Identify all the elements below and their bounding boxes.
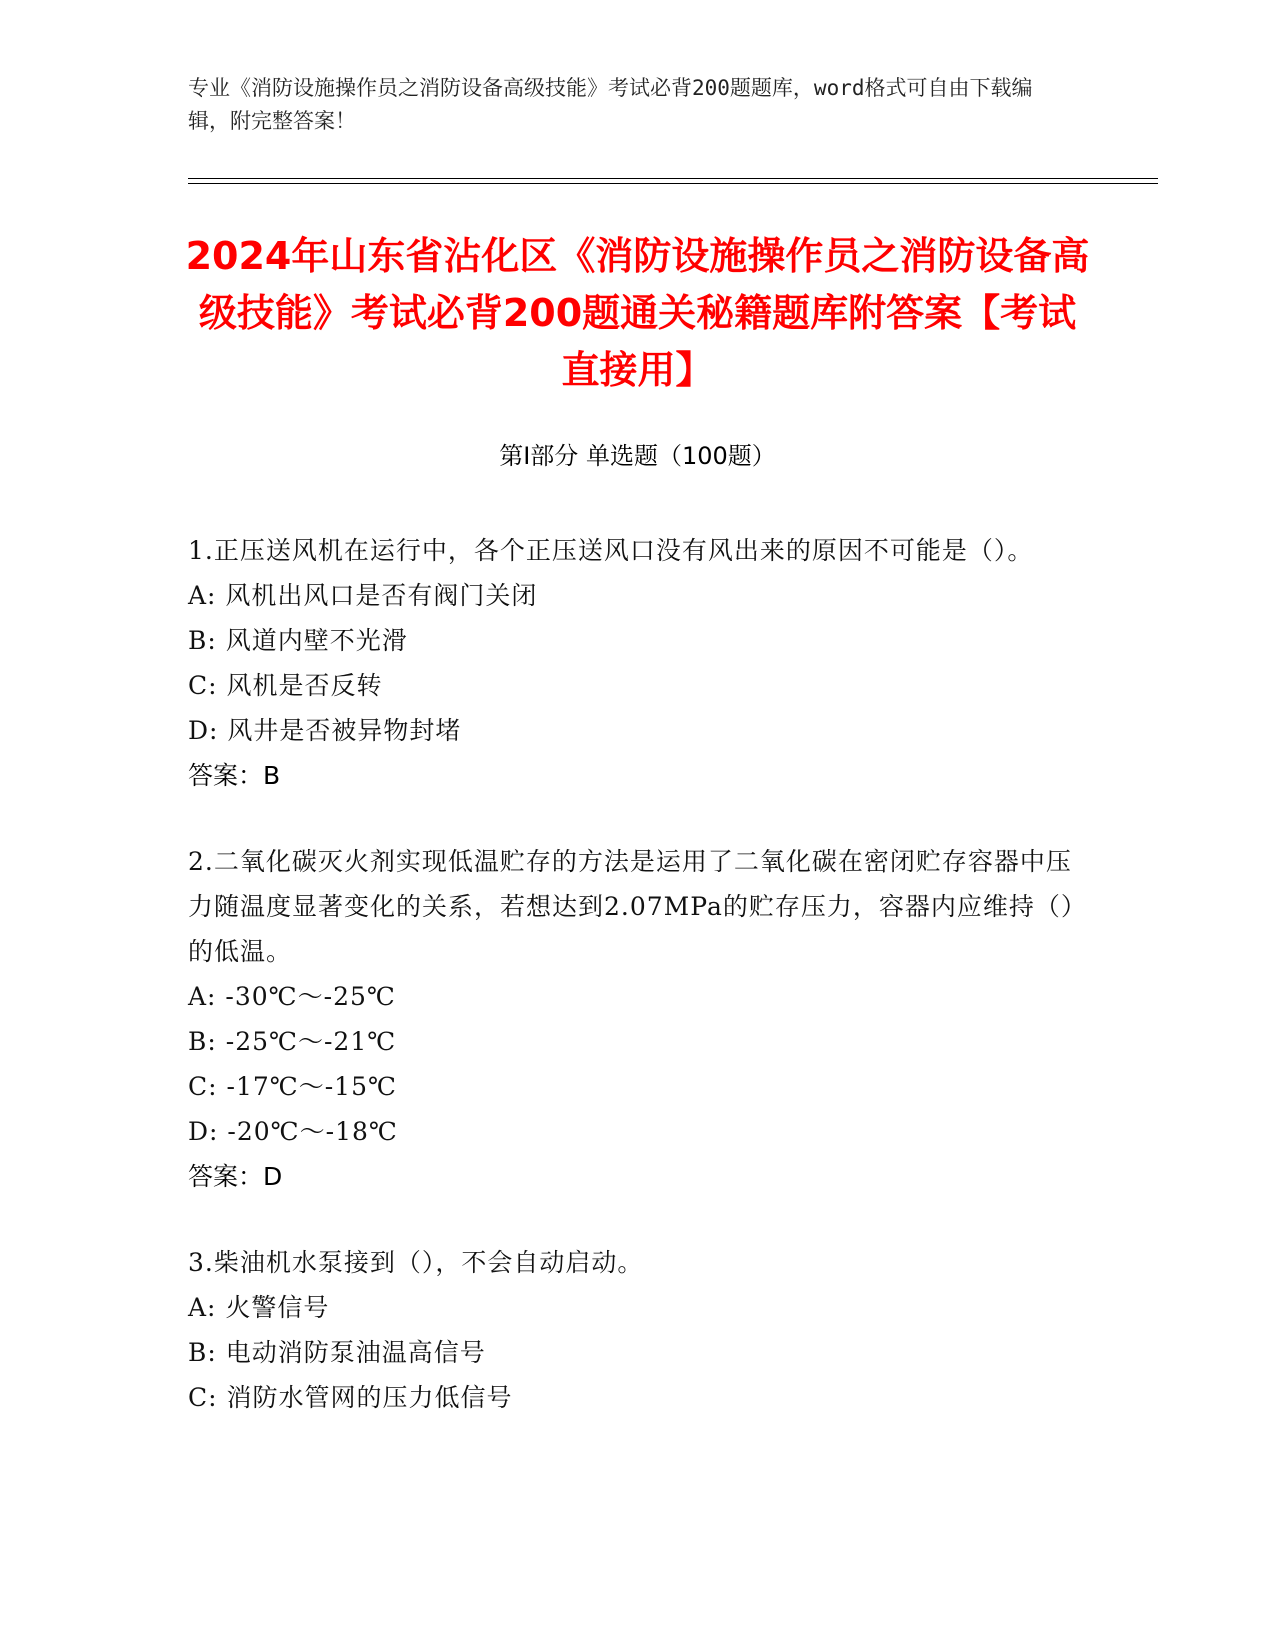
question-list (188, 528, 1078, 1461)
option-d: D: -20℃～-18℃ (188, 1117, 398, 1146)
option-c: C: 风机是否反转 (188, 671, 383, 700)
question-item (188, 528, 1078, 798)
question-text: 1.正压送风机在运行中，各个正压送风口没有风出来的原因不可能是（）。 (188, 536, 1034, 565)
header-divider-top (188, 178, 1158, 179)
option-b: B: -25℃～-21℃ (188, 1027, 397, 1056)
option-b: B: 风道内壁不光滑 (188, 626, 408, 655)
answer-text: 答案：D (188, 1162, 283, 1191)
option-a: A: -30℃～-25℃ (188, 982, 396, 1011)
option-b: B: 电动消防泵油温高信号 (188, 1338, 486, 1367)
header-note: 专业《消防设施操作员之消防设备高级技能》考试必背200题题库，word格式可自由下载编辑，附完整答案！ (188, 76, 1033, 133)
option-c: C: 消防水管网的压力低信号 (188, 1383, 513, 1412)
question-item (188, 1240, 1078, 1420)
question-item (188, 839, 1078, 1199)
question-text: 2.二氧化碳灭火剂实现低温贮存的方法是运用了二氧化碳在密闭贮存容器中压力随温度显著变化的关系，若想达到2.07MPa的贮存压力，容器内应维持（）的低温。 (188, 847, 1075, 966)
answer-text: 答案：B (188, 761, 281, 790)
option-c: C: -17℃～-15℃ (188, 1072, 397, 1101)
option-d: D: 风井是否被异物封堵 (188, 716, 462, 745)
header-divider-bottom (188, 183, 1158, 184)
question-text: 3.柴油机水泵接到（），不会自动启动。 (188, 1248, 644, 1277)
option-a: A: 风机出风口是否有阀门关闭 (188, 581, 538, 610)
option-a: A: 火警信号 (188, 1293, 330, 1322)
document-title: 2024年山东省沾化区《消防设施操作员之消防设备高级技能》考试必背200题通关秘籍题库附答案【考试直接用】 (185, 234, 1090, 392)
section-heading: 第I部分 单选题（100题） (499, 442, 776, 470)
